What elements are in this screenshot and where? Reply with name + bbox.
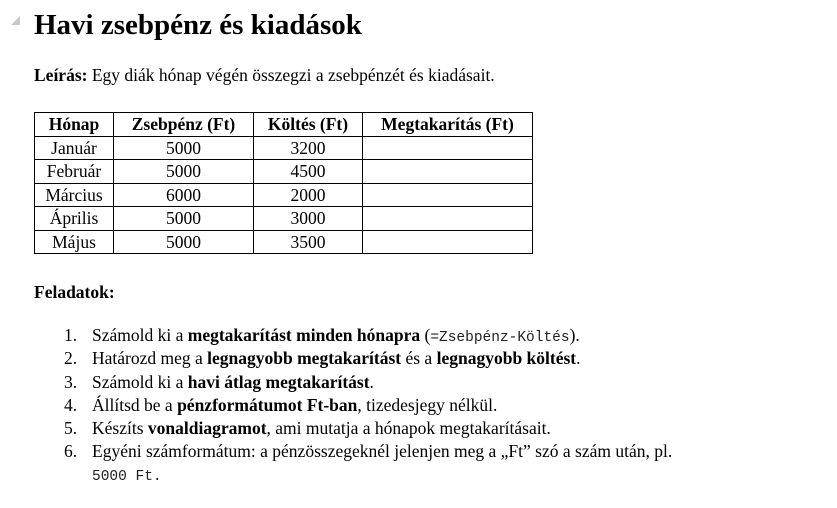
task-text: Állítsd be a (92, 394, 178, 415)
header-pocket-money: Zsebpénz (Ft) (114, 113, 254, 137)
task-text: . (152, 469, 162, 486)
task-example-code: 5000 Ft (92, 469, 153, 486)
header-spending: Költés (Ft) (254, 113, 363, 137)
task-text: Határozd meg a (92, 348, 208, 369)
task-text: Egyéni számformátum: a pénzösszegeknél jelenjen meg a „Ft” szó a szám után, pl. (92, 441, 673, 462)
description (34, 64, 495, 86)
task-number: 5. (64, 418, 78, 439)
table-row (35, 230, 533, 254)
task-item (0, 371, 672, 394)
task-text: ). (569, 325, 580, 345)
table-row (35, 183, 533, 207)
task-number: 4. (64, 394, 78, 415)
cell-month: Május (35, 230, 114, 254)
task-emphasis: legnagyobb költést (436, 348, 577, 369)
task-text: ( (420, 325, 431, 345)
collapse-triangle-icon[interactable] (11, 16, 20, 25)
cell-month: Március (35, 183, 114, 207)
task-item (0, 324, 672, 347)
table-row (35, 160, 533, 184)
cell-spending: 3200 (254, 136, 363, 160)
pocket-money-table (34, 112, 533, 254)
cell-pocket-money: 5000 (114, 160, 254, 184)
task-number: 1. (64, 325, 78, 345)
cell-month: Február (35, 160, 114, 184)
cell-spending: 2000 (254, 183, 363, 207)
cell-pocket-money: 5000 (114, 230, 254, 254)
task-text: és a (401, 348, 437, 369)
task-item (0, 440, 673, 486)
task-emphasis: megtakarítást minden hónapra (187, 325, 421, 345)
cell-savings[interactable] (363, 207, 533, 231)
task-text: Készíts (92, 418, 148, 439)
cell-pocket-money: 5000 (114, 136, 254, 160)
tasks-heading: Feladatok: (34, 282, 115, 302)
task-emphasis: pénzformátumot Ft-ban (177, 394, 358, 415)
task-text: . (576, 348, 581, 369)
cell-savings[interactable] (363, 230, 533, 254)
cell-pocket-money: 5000 (114, 207, 254, 231)
cell-savings[interactable] (363, 160, 533, 184)
cell-savings[interactable] (363, 183, 533, 207)
task-emphasis: vonaldiagramot (147, 418, 267, 439)
cell-spending: 3000 (254, 207, 363, 231)
task-text: Számold ki a (92, 325, 188, 345)
page-title: Havi zsebpénz és kiadások (34, 9, 362, 41)
task-text: . (369, 371, 374, 392)
task-emphasis: havi átlag megtakarítást (187, 371, 370, 392)
table-row (35, 207, 533, 231)
task-text: , tizedesjegy nélkül. (357, 394, 498, 415)
cell-spending: 3500 (254, 230, 363, 254)
task-text: , ami mutatja a hónapok megtakarításait. (266, 418, 551, 439)
task-text: Számold ki a (92, 371, 188, 392)
task-number: 3. (64, 371, 78, 392)
header-month: Hónap (35, 113, 114, 137)
task-formula: =Zsebpénz-Költés (430, 330, 570, 346)
cell-pocket-money: 6000 (114, 183, 254, 207)
task-number: 6. (64, 441, 78, 462)
task-number: 2. (64, 348, 78, 369)
task-item (0, 394, 672, 417)
table-row (35, 136, 533, 160)
cell-month: Január (35, 136, 114, 160)
cell-savings[interactable] (363, 136, 533, 160)
description-text: Egy diák hónap végén összegzi a zsebpénzét és kiadásait. (87, 65, 495, 85)
cell-month: Április (35, 207, 114, 231)
task-item (0, 347, 672, 370)
cell-spending: 4500 (254, 160, 363, 184)
task-list (0, 324, 673, 486)
header-savings: Megtakarítás (Ft) (363, 113, 533, 137)
task-item (0, 417, 672, 440)
task-emphasis: legnagyobb megtakarítást (207, 348, 402, 369)
description-label: Leírás: (34, 65, 88, 85)
table-header-row (35, 113, 533, 137)
